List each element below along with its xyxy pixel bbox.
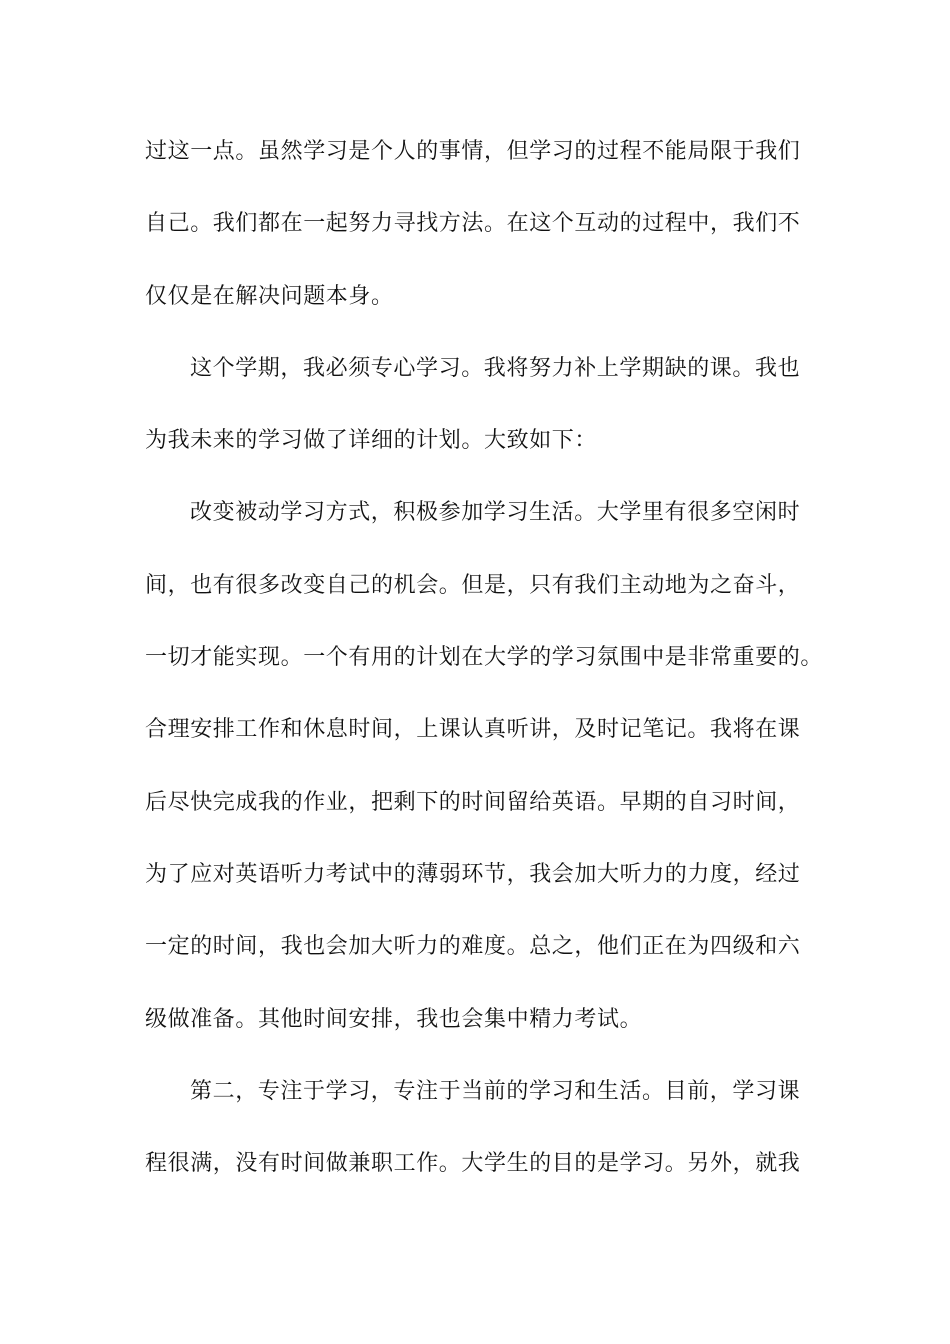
text-line: 程很满，没有时间做兼职工作。大学生的目的是学习。另外，就我 — [145, 1151, 801, 1177]
text-line: 间，也有很多改变自己的机会。但是，只有我们主动地为之奋斗， — [145, 572, 801, 598]
text-line: 仅仅是在解决问题本身。 — [145, 283, 394, 309]
text-line: 一定的时间，我也会加大听力的难度。总之，他们正在为四级和六 — [145, 934, 801, 960]
text-line: 过这一点。虽然学习是个人的事情，但学习的过程不能局限于我们 — [145, 139, 801, 164]
text-line: 一切才能实现。一个有用的计划在大学的学习氛围中是非常重要的。 — [145, 645, 824, 671]
paragraph-first-line: 这个学期，我必须专心学习。我将努力补上学期缺的课。我也 — [190, 355, 801, 381]
text-line: 自己。我们都在一起努力寻找方法。在这个互动的过程中，我们不 — [145, 211, 801, 237]
text-line: 后尽快完成我的作业，把剩下的时间留给英语。早期的自习时间， — [145, 789, 801, 815]
text-line: 为我未来的学习做了详细的计划。大致如下： — [145, 428, 598, 454]
text-line: 合理安排工作和休息时间，上课认真听讲，及时记笔记。我将在课 — [145, 717, 801, 743]
body-text — [145, 127, 825, 1211]
paragraph-first-line: 第二，专注于学习，专注于当前的学习和生活。目前，学习课 — [190, 1078, 801, 1104]
paragraph-first-line: 改变被动学习方式，积极参加学习生活。大学里有很多空闲时 — [190, 500, 801, 526]
text-line: 为了应对英语听力考试中的薄弱环节，我会加大听力的力度，经过 — [145, 861, 801, 887]
text-line: 级做准备。其他时间安排，我也会集中精力考试。 — [145, 1006, 643, 1032]
